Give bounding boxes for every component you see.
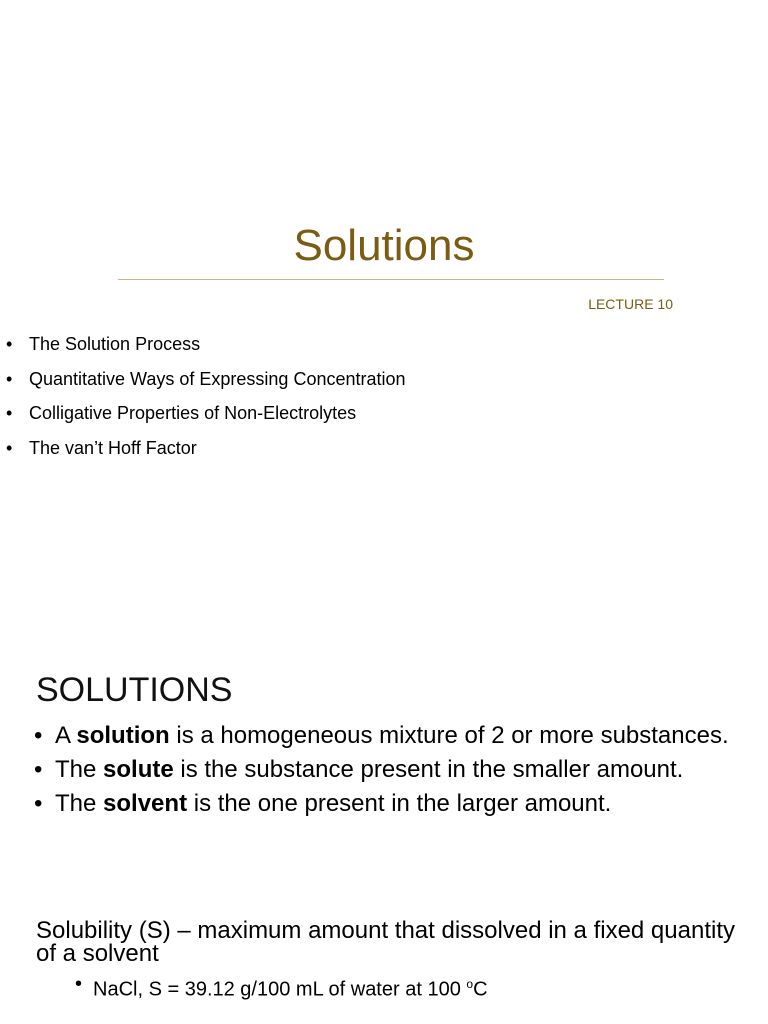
unit-text: C <box>473 978 488 1001</box>
topic-text: Colligative Properties of Non-Electrolytes <box>29 403 357 423</box>
bullet-icon: • <box>6 437 13 458</box>
list-item <box>34 791 754 816</box>
example-text: NaCl, S = 39.12 g/100 mL of water at 100 <box>93 978 467 1001</box>
bullet-icon: • <box>6 334 13 354</box>
degree-superscript: o <box>466 977 474 991</box>
definition-list <box>34 723 754 825</box>
solubility-definition: Solubility (S) – maximum amount that dissolved in a fixed quantity of a solvent <box>36 917 735 967</box>
list-item <box>6 333 406 356</box>
topic-text: Quantitative Ways of Expressing Concentration <box>29 368 406 389</box>
def-text: is a homogeneous mixture of 2 or more substances. <box>169 722 729 749</box>
topic-text: The Solution Process <box>29 334 201 354</box>
def-prefix: A <box>55 722 77 749</box>
content-slide <box>0 576 768 1024</box>
topic-list <box>6 333 406 471</box>
bullet-icon: • <box>6 403 13 423</box>
list-item <box>75 972 488 1002</box>
example-list <box>75 972 488 1002</box>
list-item <box>6 368 406 391</box>
title-underline <box>118 279 664 280</box>
def-prefix: The <box>55 756 104 783</box>
bullet-icon: • <box>75 973 83 995</box>
slide-heading: SOLUTIONS <box>36 671 233 709</box>
bullet-icon: • <box>34 790 43 817</box>
list-item <box>34 757 754 782</box>
def-term: solution <box>76 722 170 749</box>
lecture-label: LECTURE 10 <box>588 296 673 312</box>
list-item <box>34 723 754 748</box>
slide-title: Solutions <box>293 221 475 270</box>
bullet-icon: • <box>34 722 43 749</box>
bullet-icon: • <box>6 368 13 389</box>
list-item <box>6 437 406 460</box>
topic-text: The van’t Hoff Factor <box>29 437 197 458</box>
def-term: solvent <box>103 790 188 817</box>
def-prefix: The <box>55 790 104 817</box>
def-term: solute <box>103 756 174 783</box>
def-text: is the substance present in the smaller amount. <box>173 756 684 783</box>
def-text: is the one present in the larger amount. <box>187 790 612 817</box>
list-item <box>6 402 406 425</box>
bullet-icon: • <box>34 756 43 783</box>
